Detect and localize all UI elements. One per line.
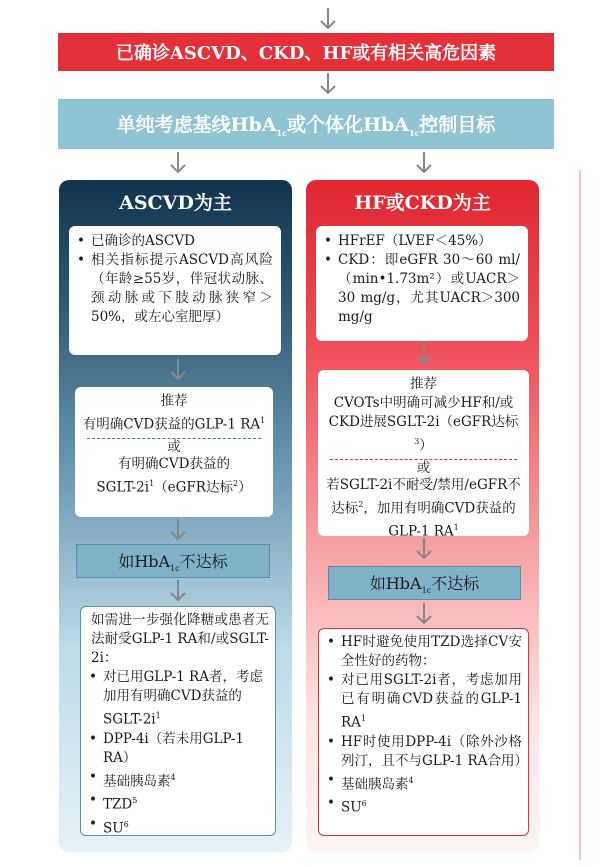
or-label: 或 — [416, 459, 431, 476]
list-item: • HF时使用DPP-4i（除外沙格列汀，且不与GLP-1 RA合用） — [319, 733, 522, 771]
list-item: • 相关指标提示ASCVD高风险（年龄≥55岁，伴冠状动脉、颈动脉或下肢动脉狭窄＞50%，或左心室肥厚） — [69, 251, 273, 327]
recommend-option-b: 若SGLT-2i不耐受/禁用/eGFR不达标$^2$，加用有明确CVD获益的GLP-1 $RA^1$ — [326, 476, 521, 540]
list-item: • 基础胰岛素$^4$ — [319, 771, 522, 795]
arrow-down-icon — [170, 152, 186, 174]
arrow-down-icon — [320, 73, 336, 95]
or-label: 或 — [167, 438, 181, 455]
list-item: • CKD：即eGFR 30～60 ml/（min•1.73m²）或UACR＞30 mg/g，尤其UACR＞300 mg/g — [316, 251, 520, 327]
list-item: • $SU^6$ — [319, 794, 522, 818]
arrow-down-icon — [170, 519, 186, 541]
arrow-down-icon — [170, 580, 186, 602]
ascvd-options-card — [80, 606, 276, 836]
arrow-down-icon — [320, 8, 336, 30]
recommend-title: 推荐 — [410, 376, 437, 392]
top-banner — [58, 33, 554, 71]
arrow-down-icon — [416, 538, 432, 560]
arrow-down-icon — [170, 359, 186, 381]
hf-ckd-hba1c-label: 如HbA$_{1c}$不达标 — [328, 566, 521, 600]
list-item: • 对已用GLP-1 RA者，考虑加用有明确CVD获益的SGLT-$2i^1$ — [81, 668, 269, 730]
list-item: • $SU^6$ — [81, 815, 269, 839]
list-item: • 基础胰岛素$^4$ — [81, 768, 269, 792]
hf-ckd-options-card — [318, 628, 529, 836]
ascvd-hba1c-label: 如HbA$_{1c}$不达标 — [76, 544, 270, 578]
arrow-down-icon — [416, 343, 432, 365]
ascvd-column-title: ASCVD为主 — [119, 192, 232, 214]
top-banner-text: 已确诊ASCVD、CKD、HF或有相关高危因素 — [115, 43, 497, 64]
list-item: • TZD$^5$ — [81, 791, 269, 815]
recommend-option-a: 有明确CVD获益的GLP-1 $RA^1$ — [82, 416, 266, 433]
options-intro: 如需进一步强化降糖或患者无法耐受GLP-1 RA和/或SGLT-2i： — [91, 612, 269, 666]
recommend-option-a: CVOTs中明确可减少HF和/或CKD进展SGLT-2i（eGFR达标$^3$） — [328, 395, 519, 454]
hf-ckd-criteria-card — [316, 226, 528, 341]
list-item: • DPP-4i（若未用GLP-1 RA） — [81, 730, 269, 768]
list-item: • 对已用SGLT-2i者，考虑加用已有明确CVD获益的GLP-1 $RA^1$ — [319, 671, 522, 733]
list-item: • 已确诊的ASCVD — [69, 232, 273, 251]
list-item: • HFrEF（LVEF＜45%） — [316, 232, 520, 251]
hf-ckd-column-title: HF或CKD为主 — [354, 192, 491, 214]
ascvd-recommend-card — [75, 387, 273, 517]
arrow-down-icon — [416, 152, 432, 174]
recommend-option-b: 有明确CVD获益的 SGLT-$2i^1(eGFR$达标$^2$） — [96, 455, 252, 495]
edge-line — [579, 170, 581, 860]
list-item: • HF时避免使用TZD选择CV安全性好的药物： — [319, 633, 522, 671]
goal-banner-text: 单纯考虑基线HbA$_{1c}$或个体化HbA$_{1c}$控制目标 — [116, 114, 496, 138]
goal-banner — [58, 99, 554, 149]
ascvd-criteria-card — [69, 226, 281, 355]
hf-ckd-recommend-card — [318, 370, 529, 540]
recommend-title: 推荐 — [160, 393, 188, 409]
arrow-down-icon — [416, 603, 432, 625]
